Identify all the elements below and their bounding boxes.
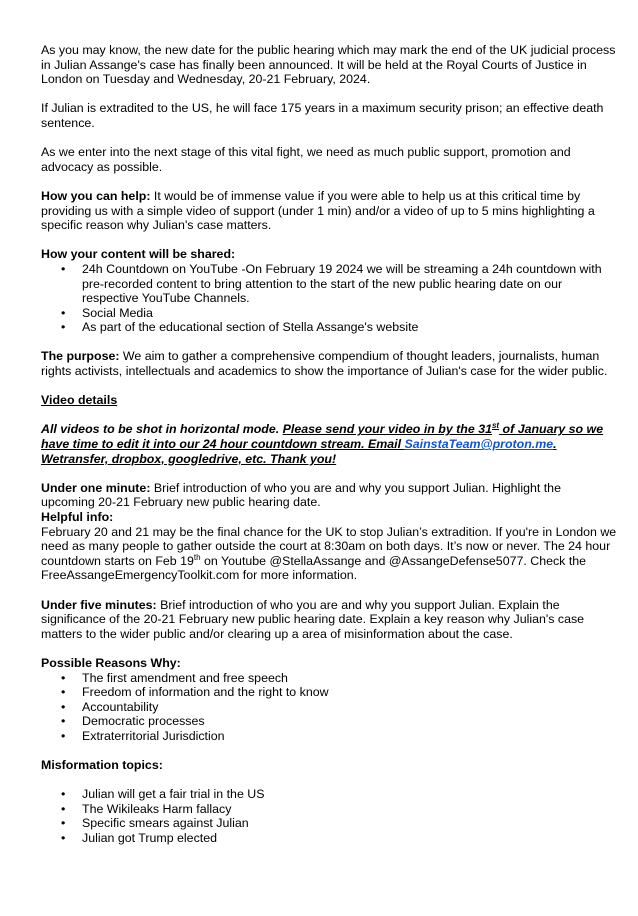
- list-item: • The Wikileaks Harm fallacy: [61, 801, 232, 816]
- list-item: • Democratic processes: [61, 714, 205, 729]
- intro-paragraph-2: If Julian is extradited to the US, he will face 175 years in a maximum security prison; an effective death sentence.: [41, 101, 604, 130]
- help-paragraph: [41, 189, 618, 233]
- bullet-icon: •: [61, 670, 66, 685]
- intro-paragraph-1: As you may know, the new date for the public hearing which may mark the end of the UK judicial process in Julian Assange's case has finally been announced. It will be held at the Royal Courts of Justice in London on Tuesday and Wednesday, 20-21 February, 2024.: [41, 43, 616, 87]
- shared-list: [41, 262, 618, 335]
- bullet-icon: •: [61, 787, 66, 802]
- one-minute-label: Under one minute:: [41, 480, 151, 495]
- reasons-list: [41, 671, 618, 744]
- bullet-icon: •: [61, 816, 66, 831]
- bullet-icon: •: [61, 831, 66, 846]
- five-minutes-label: Under five minutes:: [41, 597, 157, 612]
- bullet-icon: •: [61, 305, 66, 320]
- bullet-icon: •: [61, 699, 66, 714]
- one-minute-paragraph: Under one minute: Brief introduction of who you are and why you support Julian. Highlight the upcoming 20-21 February new public hearing date.: [41, 480, 561, 510]
- misinfo-list: [41, 787, 618, 845]
- intro-paragraph-3: As we enter into the next stage of this vital fight, we need as much public support, promotion and advocacy as possible.: [41, 145, 571, 174]
- helpful-info-label: Helpful info:: [41, 510, 114, 524]
- bullet-icon: •: [61, 728, 66, 743]
- video-details-heading: Video details: [41, 393, 118, 408]
- five-minutes-paragraph: Under five minutes: Brief introduction of who you are and why you support Julian. Explain the significance of the 20-21 February new public hearing date. Explain a key reason why Julian's case matters to the wider public and/or clearing up a area of misinformation about the case.: [41, 597, 585, 641]
- purpose-label: The purpose:: [41, 349, 120, 364]
- bullet-icon: •: [61, 685, 66, 700]
- list-item: • Julian got Trump elected: [61, 831, 217, 846]
- list-item: • 24h Countdown on YouTube -On February 19 2024 we will be streaming a 24h countdown with pre-recorded content to bring attention to the start of the new public hearing date on our respective YouTube Channels.: [61, 261, 602, 306]
- list-item: • Freedom of information and the right to know: [61, 685, 329, 700]
- shared-heading: How your content will be shared:: [41, 247, 236, 262]
- list-item: • Extraterritorial Jurisdiction: [61, 728, 225, 743]
- bullet-icon: •: [61, 714, 66, 729]
- list-item: • As part of the educational section of Stella Assange's website: [61, 320, 419, 335]
- video-instructions: All videos to be shot in horizontal mode. Please send your video in by the 31st of January so we have time to edit it into our 24 hour countdown stream. Email SainstaTeam@proton.me. Wetransfer, dropbox, googledrive, etc. Thank you!: [41, 421, 604, 466]
- purpose-text: We aim to gather a comprehensive compendium of thought leaders, journalists, human rights activists, intellectuals and academics to show the importance of Julian's case for the wider public.: [41, 349, 608, 379]
- list-item: • The first amendment and free speech: [61, 670, 288, 685]
- misinfo-heading: Misformation topics:: [41, 758, 163, 773]
- list-item: • Julian will get a fair trial in the US: [61, 787, 265, 802]
- helpful-info-paragraph: February 20 and 21 may be the final chance for the UK to stop Julian’s extradition. If you're in London we need as many people to gather outside the court at 8:30am on both days. It’s now or never. The 24 hour countdown starts on Feb 19th on Youtube @StellaAssange and @AssangeDefense5077. Check the FreeAssangeEmergencyToolkit.com for more information.: [41, 524, 617, 583]
- reasons-heading: Possible Reasons Why:: [41, 655, 181, 670]
- email-link[interactable]: SainstaTeam@proton.me: [404, 437, 554, 452]
- help-label: How you can help:: [41, 188, 151, 203]
- purpose-paragraph: [41, 349, 618, 378]
- bullet-icon: •: [61, 261, 66, 276]
- list-item: • Accountability: [61, 699, 159, 714]
- help-text: It would be of immense value if you were able to help us at this critical time by providing us with a simple video of support (under 1 min) and/or a video of up to 5 mins highlighting a specific reason why Julian's case matters.: [41, 188, 595, 233]
- bullet-icon: •: [61, 801, 66, 816]
- bullet-icon: •: [61, 320, 66, 335]
- list-item: • Social Media: [61, 305, 153, 320]
- list-item: • Specific smears against Julian: [61, 816, 249, 831]
